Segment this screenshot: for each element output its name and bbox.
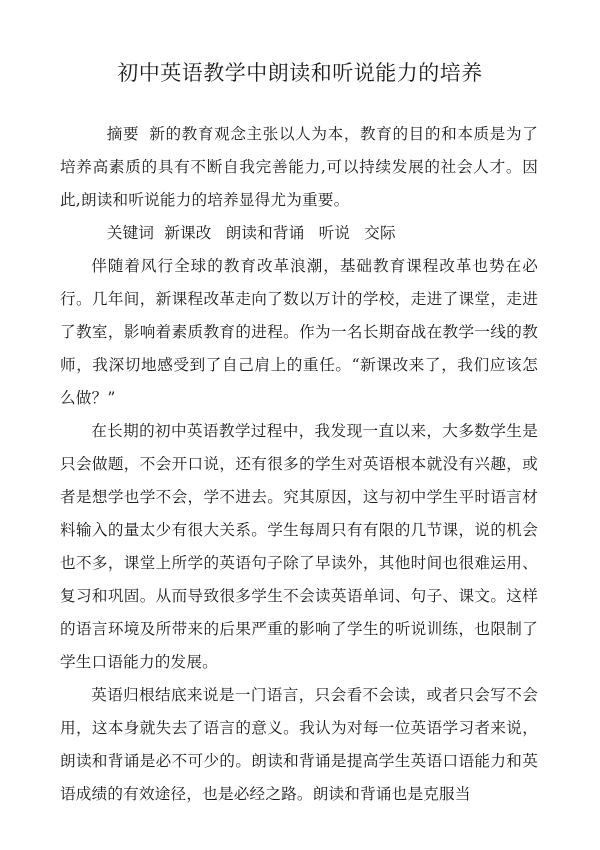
abstract-text: 新的教育观念主张以人为本，教育的目的和本质是为了培养高素质的具有不断自我完善能力,可以持续发展的社会人才。因此,朗读和听说能力的培养显得尤为重要。 [60, 125, 538, 209]
abstract-paragraph [60, 118, 538, 217]
body-paragraph-2: 在长期的初中英语教学过程中，我发现一直以来，大多数学生是只会做题，不会开口说，还有很多的学生对英语根本就没有兴趣，或者是想学也学不会，学不进去。究其原因，这与初中学生平时语言材料输入的量太少有很大关系。学生每周只有有限的几节课，说的机会也不多，课堂上所学的英语句子除了早读外，其他时间也很难运用、复习和巩固。从而导致很多学生不会读英语单词、句子、课文。这样的语言环境及所带来的后果严重的影响了学生的听说训练，也限制了学生口语能力的发展。 [60, 422, 538, 671]
body-paragraph-3: 英语归根结底来说是一门语言，只会看不会读，或者只会写不会用，这本身就失去了语言的意义。我认为对每一位英语学习者来说，朗读和背诵是必不可少的。朗读和背诵是提高学生英语口语能力和英语成绩的有效途径，也是必经之路。朗读和背诵也是克服当 [60, 686, 538, 803]
document-body [60, 118, 538, 811]
keywords-label: 关键词 [106, 224, 155, 242]
body-paragraph-1: 伴随着风行全球的教育改革浪潮，基础教育课程改革也势在必行。几年间，新课程改革走向了数以万计的学校，走进了课堂，走进了教室，影响着素质教育的进程。作为一名长期奋战在教学一线的教师，我深切地感受到了自己肩上的重任。“新课改来了，我们应该怎么做？” [60, 257, 538, 407]
document-title: 初中英语教学中朗读和听说能力的培养 [117, 61, 483, 85]
keywords-line [60, 217, 538, 250]
keyword-item: 交际 [364, 224, 396, 242]
keyword-item: 朗读和背诵 [225, 224, 305, 242]
keyword-item: 新课改 [164, 224, 212, 242]
abstract-label: 摘要 [106, 125, 140, 143]
keyword-item: 听说 [318, 224, 351, 242]
